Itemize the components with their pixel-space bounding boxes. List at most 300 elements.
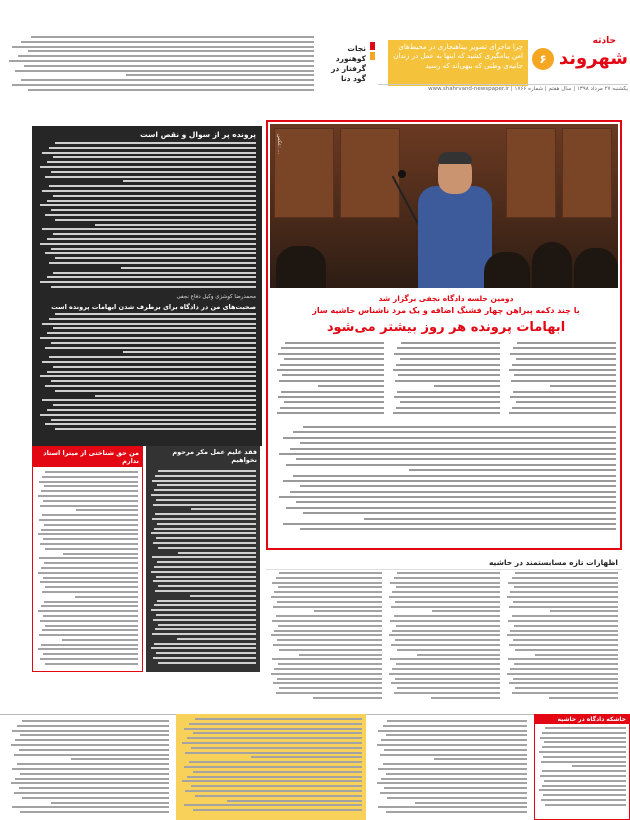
masthead xyxy=(378,36,628,92)
text-line xyxy=(512,692,618,694)
text-line xyxy=(49,262,256,264)
text-line xyxy=(195,718,362,720)
text-line xyxy=(377,744,527,746)
text-line xyxy=(55,390,256,392)
text-line xyxy=(393,412,500,414)
text-line xyxy=(290,448,616,450)
text-line xyxy=(394,615,500,617)
story-marker-icon xyxy=(370,42,376,64)
text-line xyxy=(154,489,256,491)
text-line xyxy=(276,615,382,617)
main-story-subhead: با چند دکمه پیراهن چهار فشنگ اضافه و یک مرد ناشناس حاشیه ساز xyxy=(312,306,580,315)
text-line xyxy=(45,385,256,387)
text-line xyxy=(278,663,382,665)
text-line xyxy=(543,756,626,758)
text-line xyxy=(51,419,256,421)
text-line xyxy=(40,375,256,377)
photo-credit: عکس: ... xyxy=(276,134,282,155)
text-line xyxy=(274,591,382,593)
text-line xyxy=(277,678,382,680)
text-line xyxy=(513,678,618,680)
text-line xyxy=(47,238,256,240)
text-line xyxy=(123,351,256,353)
text-line xyxy=(15,70,314,72)
text-line xyxy=(227,800,362,802)
text-line xyxy=(40,658,138,660)
text-line xyxy=(279,453,616,455)
text-line xyxy=(41,567,138,569)
text-line xyxy=(71,758,169,760)
text-line xyxy=(278,625,382,627)
text-line xyxy=(49,185,256,187)
text-line xyxy=(63,553,138,555)
text-line xyxy=(279,572,382,574)
side-story-title-prefix: نجات xyxy=(347,44,366,53)
text-line xyxy=(394,577,500,579)
text-line xyxy=(572,765,626,767)
text-line xyxy=(300,485,616,487)
text-line xyxy=(187,737,362,739)
text-line xyxy=(185,752,362,754)
text-line xyxy=(42,228,256,230)
main-story-kicker: دومین جلسه دادگاه نجفی برگزار شد xyxy=(378,294,514,303)
text-line xyxy=(398,374,500,376)
text-line xyxy=(394,396,500,398)
text-line xyxy=(273,644,382,646)
text-line xyxy=(396,625,500,627)
text-line xyxy=(540,775,626,777)
text-line xyxy=(515,687,618,689)
text-line xyxy=(62,639,138,641)
text-line xyxy=(53,233,256,235)
text-line xyxy=(45,548,138,550)
text-line xyxy=(397,391,500,393)
text-line xyxy=(514,374,616,376)
text-line xyxy=(191,747,362,749)
text-line xyxy=(314,610,382,612)
text-line xyxy=(286,507,616,509)
text-line xyxy=(154,566,256,568)
text-line xyxy=(154,528,256,530)
text-line xyxy=(49,356,256,358)
text-line xyxy=(20,734,169,736)
text-line xyxy=(184,766,362,768)
text-line xyxy=(157,523,256,525)
text-line xyxy=(392,591,500,593)
text-line xyxy=(190,595,256,597)
text-line xyxy=(508,620,618,622)
text-line xyxy=(76,509,138,511)
text-line xyxy=(193,732,362,734)
text-line xyxy=(392,668,500,670)
text-line xyxy=(510,591,618,593)
text-line xyxy=(509,644,618,646)
text-line xyxy=(277,601,382,603)
text-line xyxy=(24,65,314,67)
text-line xyxy=(53,366,256,368)
text-line xyxy=(517,342,616,344)
text-line xyxy=(397,347,500,349)
text-line xyxy=(153,619,256,621)
text-line xyxy=(390,620,500,622)
text-line xyxy=(53,272,256,274)
text-line xyxy=(41,644,138,646)
text-line xyxy=(75,596,138,598)
text-line xyxy=(513,347,616,349)
text-line xyxy=(390,582,500,584)
text-line xyxy=(22,720,169,722)
text-line xyxy=(545,804,626,806)
text-line xyxy=(18,55,314,57)
text-line xyxy=(55,219,256,221)
text-line xyxy=(95,224,256,226)
text-line xyxy=(515,649,618,651)
bottom-box-title: خاشکه دادگاه در حاشیه xyxy=(535,715,629,724)
text-line xyxy=(296,458,616,460)
text-line xyxy=(383,725,527,727)
text-line xyxy=(40,505,138,507)
text-line xyxy=(156,652,256,654)
text-line xyxy=(156,614,256,616)
text-line xyxy=(38,648,138,650)
text-line xyxy=(272,620,382,622)
text-line xyxy=(279,687,382,689)
text-line xyxy=(299,654,382,656)
text-line xyxy=(510,630,618,632)
text-line xyxy=(51,802,169,804)
text-line xyxy=(41,529,138,531)
text-line xyxy=(516,358,616,360)
text-line xyxy=(514,625,618,627)
text-line xyxy=(40,243,256,245)
text-line xyxy=(278,353,384,355)
text-line xyxy=(45,471,138,473)
text-line xyxy=(389,596,500,598)
brand-name: شهروند xyxy=(558,48,628,69)
text-line xyxy=(178,552,256,554)
text-line xyxy=(42,323,256,325)
text-line xyxy=(276,577,382,579)
text-line xyxy=(156,499,256,501)
text-line xyxy=(40,337,256,339)
text-line xyxy=(152,480,256,482)
text-line xyxy=(43,577,138,579)
text-line xyxy=(510,396,616,398)
text-line xyxy=(151,647,256,649)
text-line xyxy=(544,741,626,743)
text-line xyxy=(43,653,138,655)
text-line xyxy=(542,770,626,772)
bottom-column-1 xyxy=(372,718,530,814)
text-line xyxy=(12,768,169,770)
text-line xyxy=(47,371,256,373)
text-line xyxy=(12,806,169,808)
text-line xyxy=(42,629,138,631)
text-line xyxy=(31,36,314,38)
text-line xyxy=(152,633,256,635)
text-line xyxy=(42,152,256,154)
text-line xyxy=(158,547,256,549)
text-line xyxy=(390,658,500,660)
text-line xyxy=(38,495,138,497)
text-line xyxy=(12,730,169,732)
text-line xyxy=(191,508,256,510)
text-line xyxy=(394,692,500,694)
text-line xyxy=(397,687,500,689)
text-line xyxy=(394,353,500,355)
side-story-body xyxy=(6,36,314,94)
text-line xyxy=(318,385,384,387)
text-line xyxy=(296,501,616,503)
main-story-body xyxy=(276,342,616,420)
text-line xyxy=(272,658,382,660)
text-line xyxy=(397,649,500,651)
text-line xyxy=(41,490,138,492)
text-line xyxy=(279,649,382,651)
text-line xyxy=(271,634,382,636)
text-line xyxy=(392,630,500,632)
text-line xyxy=(272,582,382,584)
text-line xyxy=(53,404,256,406)
text-line xyxy=(155,513,256,515)
text-line xyxy=(55,142,256,144)
text-line xyxy=(55,257,256,259)
text-line xyxy=(509,682,618,684)
text-line xyxy=(278,396,384,398)
text-line xyxy=(540,737,626,739)
text-line xyxy=(42,399,256,401)
text-line xyxy=(39,557,138,559)
text-line xyxy=(550,610,618,612)
text-line xyxy=(434,758,527,760)
text-line xyxy=(15,778,169,780)
text-line xyxy=(19,749,169,751)
text-line xyxy=(273,682,382,684)
text-line xyxy=(535,654,618,656)
text-line xyxy=(512,615,618,617)
text-line xyxy=(395,678,500,680)
text-line xyxy=(184,804,362,806)
text-line xyxy=(509,606,618,608)
text-line xyxy=(20,773,169,775)
text-line xyxy=(508,582,618,584)
text-line xyxy=(45,214,256,216)
text-line xyxy=(40,414,256,416)
text-line xyxy=(509,369,616,371)
text-line xyxy=(17,763,169,765)
text-line xyxy=(377,782,527,784)
text-line xyxy=(389,673,500,675)
text-line xyxy=(409,469,616,471)
text-line xyxy=(282,374,384,376)
main-story xyxy=(266,120,622,550)
text-line xyxy=(513,639,618,641)
text-line xyxy=(157,484,256,486)
text-line xyxy=(152,556,256,558)
text-line xyxy=(45,347,256,349)
text-line xyxy=(508,658,618,660)
side-story-title-main: کوهنورد گرفتار در گود دنا xyxy=(331,54,366,84)
text-line xyxy=(45,625,138,627)
text-line xyxy=(387,720,527,722)
text-line xyxy=(151,494,256,496)
text-line xyxy=(45,176,256,178)
text-line xyxy=(193,771,362,773)
text-line xyxy=(542,785,626,787)
text-line xyxy=(509,412,616,414)
section-label: حادثه xyxy=(592,36,616,46)
text-line xyxy=(293,431,616,433)
text-line xyxy=(47,200,256,202)
red-box-title: من حق شناختی از میترا استاد ندارم xyxy=(33,447,142,467)
text-line xyxy=(14,754,169,756)
text-line xyxy=(279,496,616,498)
lower-article xyxy=(266,556,622,708)
text-line xyxy=(158,470,256,472)
text-line xyxy=(191,785,362,787)
text-line xyxy=(386,734,527,736)
main-story-body-lower xyxy=(276,426,616,538)
text-line xyxy=(153,580,256,582)
text-line xyxy=(386,773,527,775)
text-line xyxy=(42,361,256,363)
text-line xyxy=(396,407,500,409)
text-line xyxy=(43,538,138,540)
text-line xyxy=(151,532,256,534)
text-line xyxy=(42,476,138,478)
text-line xyxy=(126,74,314,76)
text-line xyxy=(189,761,362,763)
text-line xyxy=(395,639,500,641)
text-line xyxy=(507,596,618,598)
text-line xyxy=(155,628,256,630)
text-line xyxy=(281,391,384,393)
text-line xyxy=(380,754,527,756)
text-line xyxy=(177,638,257,640)
gray-box-title: فقد علیم عمل مکر مرحوم نخواهیم xyxy=(172,448,257,464)
text-line xyxy=(507,634,618,636)
text-line xyxy=(277,412,384,414)
text-line xyxy=(513,601,618,603)
text-line xyxy=(42,591,138,593)
text-line xyxy=(155,475,256,477)
text-line xyxy=(53,156,256,158)
text-line xyxy=(378,768,527,770)
text-line xyxy=(274,630,382,632)
text-line xyxy=(276,692,382,694)
text-line xyxy=(510,668,618,670)
text-line xyxy=(40,204,256,206)
text-line xyxy=(400,401,500,403)
sidebar-box-red xyxy=(32,446,143,672)
text-line xyxy=(395,380,500,382)
text-line xyxy=(45,252,256,254)
text-line xyxy=(193,809,362,811)
text-line xyxy=(153,657,256,659)
text-line xyxy=(389,634,500,636)
text-line xyxy=(28,89,314,91)
text-line xyxy=(400,358,500,360)
text-line xyxy=(22,797,169,799)
text-line xyxy=(38,533,138,535)
text-line xyxy=(195,795,362,797)
text-line xyxy=(271,596,382,598)
text-line xyxy=(251,756,362,758)
text-line xyxy=(154,643,256,645)
text-line xyxy=(283,480,616,482)
text-line xyxy=(396,586,500,588)
text-line xyxy=(515,572,618,574)
text-line xyxy=(417,654,500,656)
text-line xyxy=(44,562,138,564)
text-line xyxy=(189,723,362,725)
text-line xyxy=(42,514,138,516)
text-line xyxy=(185,790,362,792)
text-line xyxy=(510,353,616,355)
text-line xyxy=(182,742,362,744)
text-line xyxy=(283,437,616,439)
text-line xyxy=(271,673,382,675)
text-line xyxy=(39,519,138,521)
text-line xyxy=(51,380,256,382)
text-line xyxy=(277,369,384,371)
text-line xyxy=(158,624,256,626)
text-line xyxy=(44,485,138,487)
text-line xyxy=(121,267,256,269)
text-line xyxy=(539,751,626,753)
text-line xyxy=(286,464,616,466)
text-line xyxy=(41,605,138,607)
text-line xyxy=(384,787,527,789)
text-line xyxy=(14,792,169,794)
text-line xyxy=(51,342,256,344)
text-line xyxy=(514,586,618,588)
text-line xyxy=(39,634,138,636)
text-line xyxy=(378,806,527,808)
text-line xyxy=(396,663,500,665)
text-line xyxy=(40,620,138,622)
text-line xyxy=(151,609,256,611)
text-line xyxy=(395,601,500,603)
text-line xyxy=(158,662,256,664)
text-line xyxy=(381,739,527,741)
courtroom-photo xyxy=(270,124,618,288)
text-line xyxy=(278,586,382,588)
text-line xyxy=(42,190,256,192)
text-line xyxy=(152,518,256,520)
text-line xyxy=(303,512,616,514)
text-line xyxy=(549,697,618,699)
text-line xyxy=(513,391,616,393)
text-line xyxy=(45,663,138,665)
text-line xyxy=(53,195,256,197)
text-line xyxy=(43,500,138,502)
text-line xyxy=(415,802,527,804)
text-line xyxy=(44,524,138,526)
text-line xyxy=(47,332,256,334)
text-line xyxy=(21,41,314,43)
text-line xyxy=(281,347,384,349)
text-line xyxy=(383,763,527,765)
text-line xyxy=(155,590,256,592)
text-line xyxy=(45,586,138,588)
text-line xyxy=(11,782,169,784)
text-line xyxy=(279,380,384,382)
text-line xyxy=(380,792,527,794)
text-line xyxy=(544,780,626,782)
dark-column-body-1 xyxy=(38,142,256,292)
text-line xyxy=(397,572,500,574)
